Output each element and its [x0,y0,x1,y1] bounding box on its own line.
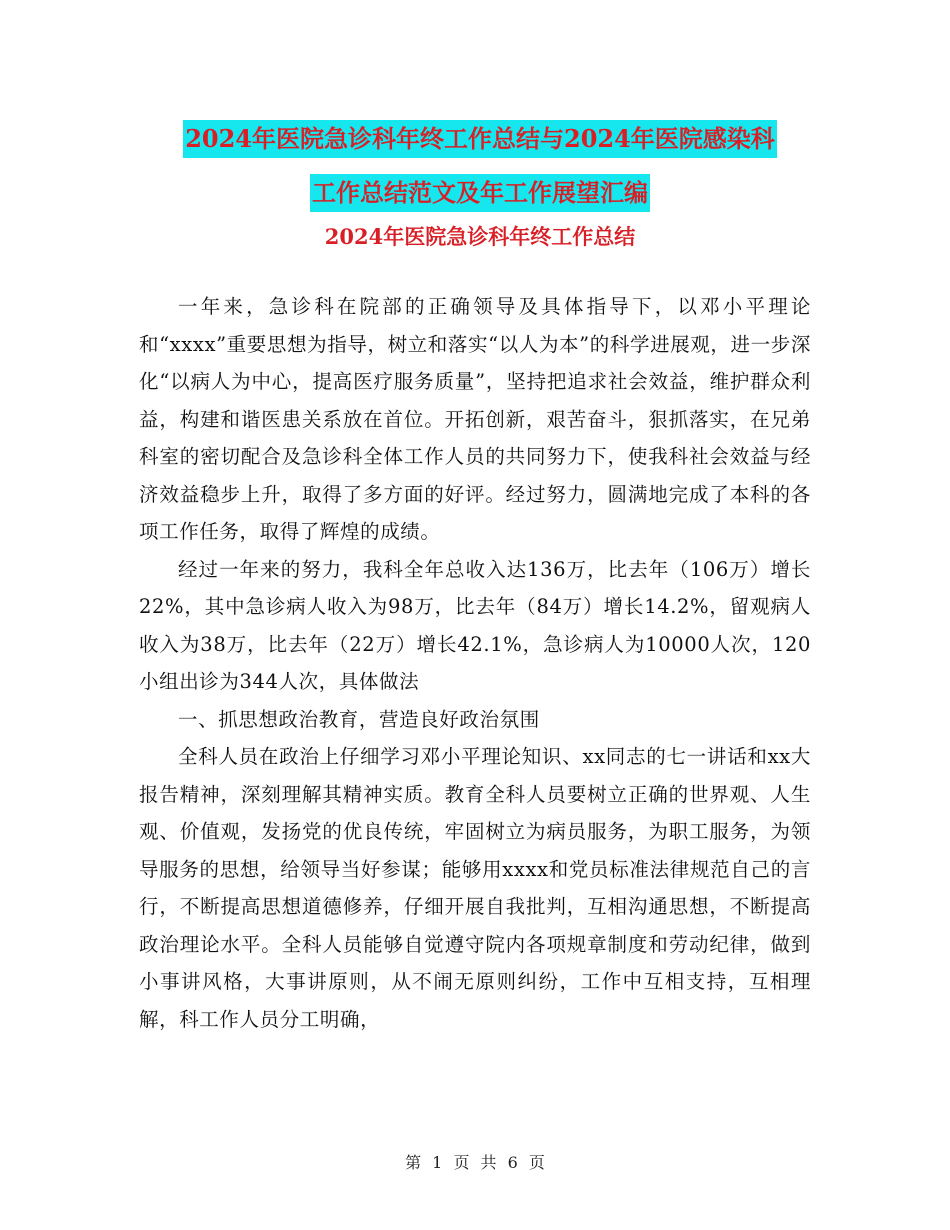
page-footer [0,1150,950,1173]
document-body [139,288,811,1038]
document-title-line-1: 2024年医院急诊科年终工作总结与2024年医院感染科 [183,120,777,158]
page-label-suffix: 页 [528,1153,545,1172]
document-title [140,112,820,220]
page-number: 1 [432,1153,443,1172]
paragraph-politics: 全科人员在政治上仔细学习邓小平理论知识、xx同志的七一讲话和xx大报告精神，深刻理解其精神实质。教育全科人员要树立正确的世界观、人生观、价值观，发扬党的优良传统，牢固树立为病员服务，为职工服务，为领导服务的思想，给领导当好参谋；能够用xxxx和党员标准法律规范自己的言行，不断提高思想道德修养，仔细开展自我批判，互相沟通思想，不断提高政治理论水平。全科人员能够自觉遵守院内各项规章制度和劳动纪律，做到小事讲风格，大事讲原则，从不闹无原则纠纷，工作中互相支持，互相理解，科工作人员分工明确， [139,745,811,1031]
section-title: 2024年医院急诊科年终工作总结 [324,224,636,249]
paragraph-income: 经过一年来的努力，我科全年总收入达136万，比去年（106万）增长22%，其中急诊病人收入为98万，比去年（84万）增长14.2%，留观病人收入为38万，比去年（22万）增长42.1%，急诊病人为10000人次，120小组出诊为344人次，具体做法 [139,557,811,693]
page-label-prefix: 第 [405,1153,422,1172]
paragraph-heading-1: 一、抓思想政治教育，营造良好政治氛围 [178,707,540,731]
document-title-line-2: 工作总结范文及年工作展望汇编 [310,174,650,212]
page-label-mid: 页 共 [453,1153,497,1172]
paragraph-intro: 一年来，急诊科在院部的正确领导及具体指导下，以邓小平理论和“xxxx”重要思想为指导，树立和落实“以人为本”的科学进展观，进一步深化“以病人为中心，提高医疗服务质量”，坚持把追求社会效益，维护群众利益，构建和谐医患关系放在首位。开拓创新，艰苦奋斗，狠抓落实，在兄弟科室的密切配合及急诊科全体工作人员的共同努力下，使我科社会效益与经济效益稳步上升，取得了多方面的好评。经过努力，圆满地完成了本科的各项工作任务，取得了辉煌的成绩。 [139,295,811,543]
page-total: 6 [507,1153,518,1172]
